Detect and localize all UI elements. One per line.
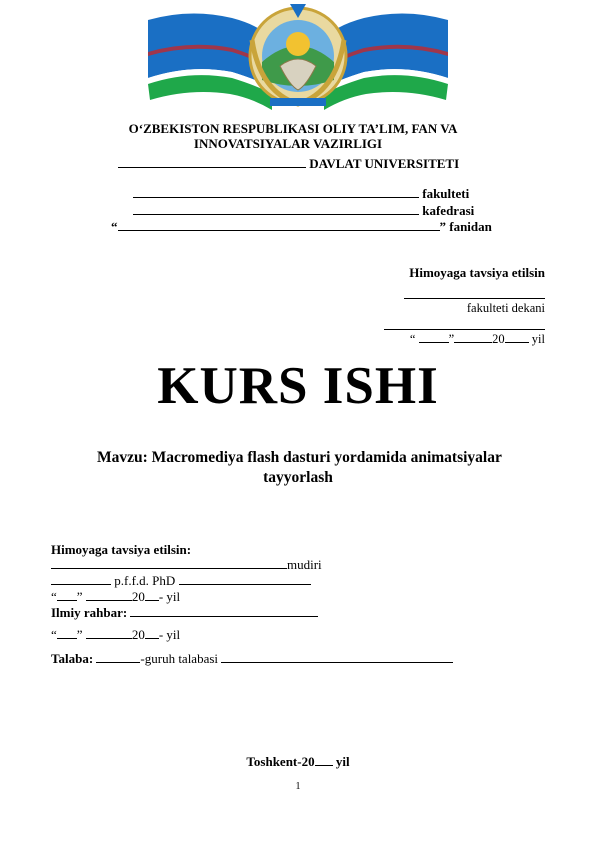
date1-close-quote: ” bbox=[76, 589, 83, 604]
dean-label: fakulteti dekani bbox=[466, 301, 545, 315]
date2-year: 20 bbox=[131, 627, 145, 642]
department-label: kafedrasi bbox=[422, 203, 475, 218]
approval-date-line bbox=[410, 331, 545, 347]
state-emblem-logo bbox=[0, 0, 596, 110]
approval-signature-blank bbox=[404, 298, 545, 299]
footer-year-suffix: yil bbox=[335, 754, 350, 769]
ministry-line-2: INNOVATSIYALAR VAZIRLIGI bbox=[193, 136, 383, 151]
supervisor-label: Ilmiy rahbar: bbox=[51, 605, 128, 620]
date1-open-quote: “ bbox=[51, 589, 57, 604]
footer-year-blank bbox=[315, 754, 333, 766]
approval-top-title: Himoyaga tavsiya etilsin bbox=[409, 265, 545, 280]
faculty-blank bbox=[133, 186, 419, 198]
bottom-approval-label: Himoyaga tavsiya etilsin: bbox=[51, 542, 192, 557]
topic-label: Mavzu: bbox=[97, 449, 148, 466]
head-blank bbox=[51, 557, 287, 569]
dean-signature-blank bbox=[384, 329, 545, 330]
footer-city-year bbox=[0, 754, 596, 770]
university-line bbox=[118, 156, 459, 172]
supervisor-blank bbox=[130, 605, 318, 617]
main-title: KURS ISHI bbox=[157, 357, 439, 415]
date1-year: 20 bbox=[131, 589, 145, 604]
student-group-label: -guruh talabasi bbox=[140, 651, 219, 666]
year-prefix: 20 bbox=[492, 332, 505, 346]
supervisor-line bbox=[51, 605, 318, 621]
page-number: 1 bbox=[295, 781, 301, 792]
year-blank bbox=[505, 331, 529, 343]
date2-open-quote: “ bbox=[51, 627, 57, 642]
degree-signature-blank bbox=[179, 573, 311, 585]
student-name-blank bbox=[221, 651, 453, 663]
faculty-label: fakulteti bbox=[422, 186, 470, 201]
head-label: mudiri bbox=[287, 557, 322, 572]
day-blank bbox=[419, 331, 449, 343]
ministry-line-1: O‘ZBEKISTON RESPUBLIKASI OLIY TA’LIM, FAN VA bbox=[128, 121, 458, 136]
date1-year-blank bbox=[145, 589, 159, 601]
city-year-label: Toshkent-20 bbox=[246, 754, 315, 769]
date-line-2 bbox=[51, 627, 180, 643]
date2-year-blank bbox=[145, 627, 159, 639]
group-blank bbox=[96, 651, 140, 663]
department-line bbox=[133, 203, 474, 219]
date-open-quote: “ bbox=[409, 332, 416, 346]
date2-close-quote: ” bbox=[76, 627, 83, 642]
degree-line bbox=[51, 573, 311, 589]
date-line-1 bbox=[51, 589, 180, 605]
year-suffix: yil bbox=[531, 332, 545, 346]
subject-open-quote: “ bbox=[111, 219, 118, 234]
student-label: Talaba: bbox=[51, 651, 94, 666]
degree-label: p.f.f.d. PhD bbox=[114, 573, 176, 588]
date1-suffix: - yil bbox=[158, 589, 181, 604]
date2-suffix: - yil bbox=[158, 627, 181, 642]
university-name-blank bbox=[118, 156, 306, 168]
head-line bbox=[51, 557, 322, 573]
university-label: DAVLAT UNIVERSITETI bbox=[309, 156, 460, 171]
topic-text-1: Macromediya flash dasturi yordamida animatsiyalar bbox=[151, 449, 502, 466]
topic-text-2: tayyorlash bbox=[263, 469, 333, 486]
topic-line-1 bbox=[97, 449, 502, 467]
date2-month-blank bbox=[86, 627, 132, 639]
date-close-quote: ” bbox=[448, 332, 455, 346]
month-blank bbox=[454, 331, 492, 343]
date2-day-blank bbox=[57, 627, 77, 639]
date1-day-blank bbox=[57, 589, 77, 601]
degree-name-blank bbox=[51, 573, 111, 585]
department-blank bbox=[133, 203, 419, 215]
subject-line bbox=[111, 219, 492, 235]
date1-month-blank bbox=[86, 589, 132, 601]
subject-blank bbox=[118, 219, 440, 231]
subject-label: ” fanidan bbox=[439, 219, 492, 234]
student-line bbox=[51, 651, 453, 667]
faculty-line bbox=[133, 186, 469, 202]
